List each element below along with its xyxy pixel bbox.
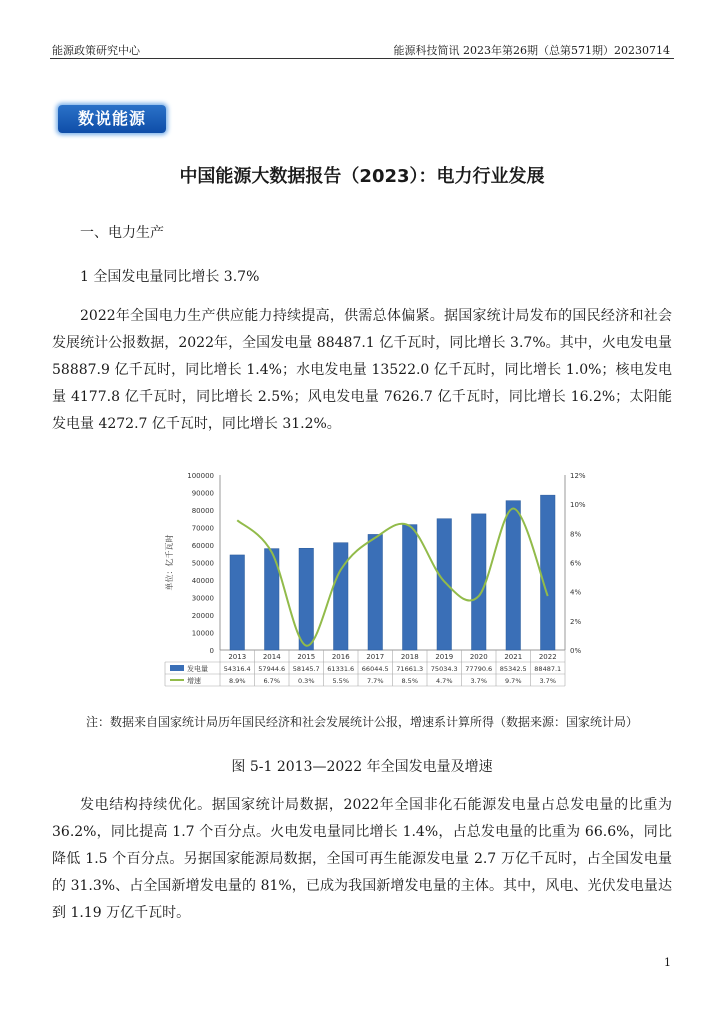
data-label-growth: 4.7% [435,677,453,685]
data-label-growth: 0.3% [297,677,315,685]
generation-chart [160,463,586,695]
data-label-generation: 88487.1 [534,665,562,673]
report-title: 中国能源大数据报告（2023）：电力行业发展 [179,166,545,187]
x-tick-label: 2014 [262,653,281,661]
paragraph-generation: 2022年全国电力生产供应能力持续提高，供需总体偏紧。据国家统计局发布的国民经济和社会发展统计公报数据，2022年，全国发电量 88487.1 亿千瓦时，同比增长 3.7%。其中，火电发电量 58887.9 亿千瓦时，同比增长 1.4%；水电发电量 13522.0 亿千瓦时，同比增长 1.0%；核电发电量 4177.8 亿千瓦时，同比增长 2.5%；风电发电量 7626.7 亿千瓦时，同比增长 16.2%；太阳能发电量 4272.7 亿千瓦时，同比增长 31.2%。 [52,308,672,432]
data-label-growth: 8.5% [401,677,419,685]
data-label-generation: 57944.6 [258,665,286,673]
data-label-growth: 9.7% [504,677,522,685]
y2-tick-label: 8% [570,530,582,539]
bar-2013 [230,555,244,650]
y-tick-label: 0 [209,647,214,655]
x-tick-label: 2018 [400,653,419,661]
y-tick-label: 70000 [191,524,214,533]
y-tick-label: 60000 [191,542,214,550]
subsection-heading: 1 全国发电量同比增长 3.7% [80,269,260,285]
bar-2022 [541,495,555,650]
y-tick-label: 30000 [191,594,214,603]
data-label-generation: 75034.3 [430,665,458,673]
data-label-growth: 3.7% [470,677,488,685]
y2-tick-label: 10% [570,501,586,510]
x-tick-label: 2019 [435,653,454,661]
data-label-growth: 8.9% [228,677,246,685]
section-heading: 一、电力生产 [80,225,164,241]
y-tick-label: 20000 [191,612,214,620]
x-tick-label: 2020 [469,653,488,661]
data-label-generation: 61331.6 [327,665,355,673]
bar-2021 [506,501,520,650]
bar-2016 [334,543,348,650]
y2-tick-label: 12% [570,472,586,480]
legend-label-growth: 增速 [187,677,201,685]
x-tick-label: 2021 [504,653,523,661]
section-badge: 数说能源 [58,105,166,133]
data-label-growth: 6.7% [263,677,281,685]
page-number: 1 [664,956,671,969]
bar-2017 [368,534,382,650]
figure-caption: 图 5-1 2013—2022 年全国发电量及增速 [231,759,493,775]
y2-tick-label: 4% [570,588,582,597]
legend-label-generation: 发电量 [187,665,208,673]
bar-2018 [403,525,417,650]
bar-2015 [299,548,313,650]
x-tick-label: 2016 [331,653,350,661]
paragraph-structure: 发电结构持续优化。据国家统计局数据，2022年全国非化石能源发电量占总发电量的比重为 36.2%，同比提高 1.7 个百分点。火电发电量同比增长 1.4%，占总发电量的比重为 66.6%，同比降低 1.5 个百分点。另据国家能源局数据，全国可再生能源发电量 2.7 万亿千瓦时，占全国发电量的 31.3%、占全国新增发电量的 81%，已成为我国新增发电量的主体。其中，风电、光伏发电量达到 1.19 万亿千瓦时。 [52,797,672,921]
data-label-generation: 66044.5 [361,665,389,673]
x-tick-label: 2022 [538,653,557,661]
y2-tick-label: 0% [570,647,582,655]
bar-2019 [437,519,451,650]
x-tick-label: 2013 [228,653,247,661]
y-tick-label: 50000 [191,559,214,568]
data-label-generation: 85342.5 [499,665,527,673]
y-axis-label: 单位：亿千瓦时 [165,534,174,591]
header-issue: 能源科技简讯 2023年第26期（总第571期）20230714 [393,44,670,57]
legend-key-generation [170,665,184,671]
data-label-growth: 7.7% [366,677,384,685]
x-tick-label: 2017 [366,653,385,661]
data-label-growth: 5.5% [332,677,350,685]
y2-tick-label: 6% [570,559,582,568]
y-tick-label: 10000 [191,629,214,638]
bar-2020 [472,514,486,650]
y-tick-label: 100000 [187,472,214,480]
chart-note: 注：数据来自国家统计局历年国民经济和社会发展统计公报，增速系计算所得（数据来源：国家统计局） [85,715,638,729]
y-tick-label: 80000 [191,507,214,515]
data-label-generation: 71661.3 [396,665,424,673]
growth-line [237,509,548,646]
header-org: 能源政策研究中心 [52,44,140,57]
y-tick-label: 90000 [191,489,214,498]
data-label-generation: 77790.6 [465,665,493,673]
header-divider [50,58,674,59]
data-label-generation: 54316.4 [223,665,251,673]
x-tick-label: 2015 [297,653,316,661]
y2-tick-label: 2% [570,617,582,626]
data-label-growth: 3.7% [539,677,557,685]
y-tick-label: 40000 [191,577,214,585]
data-label-generation: 58145.7 [292,665,320,673]
